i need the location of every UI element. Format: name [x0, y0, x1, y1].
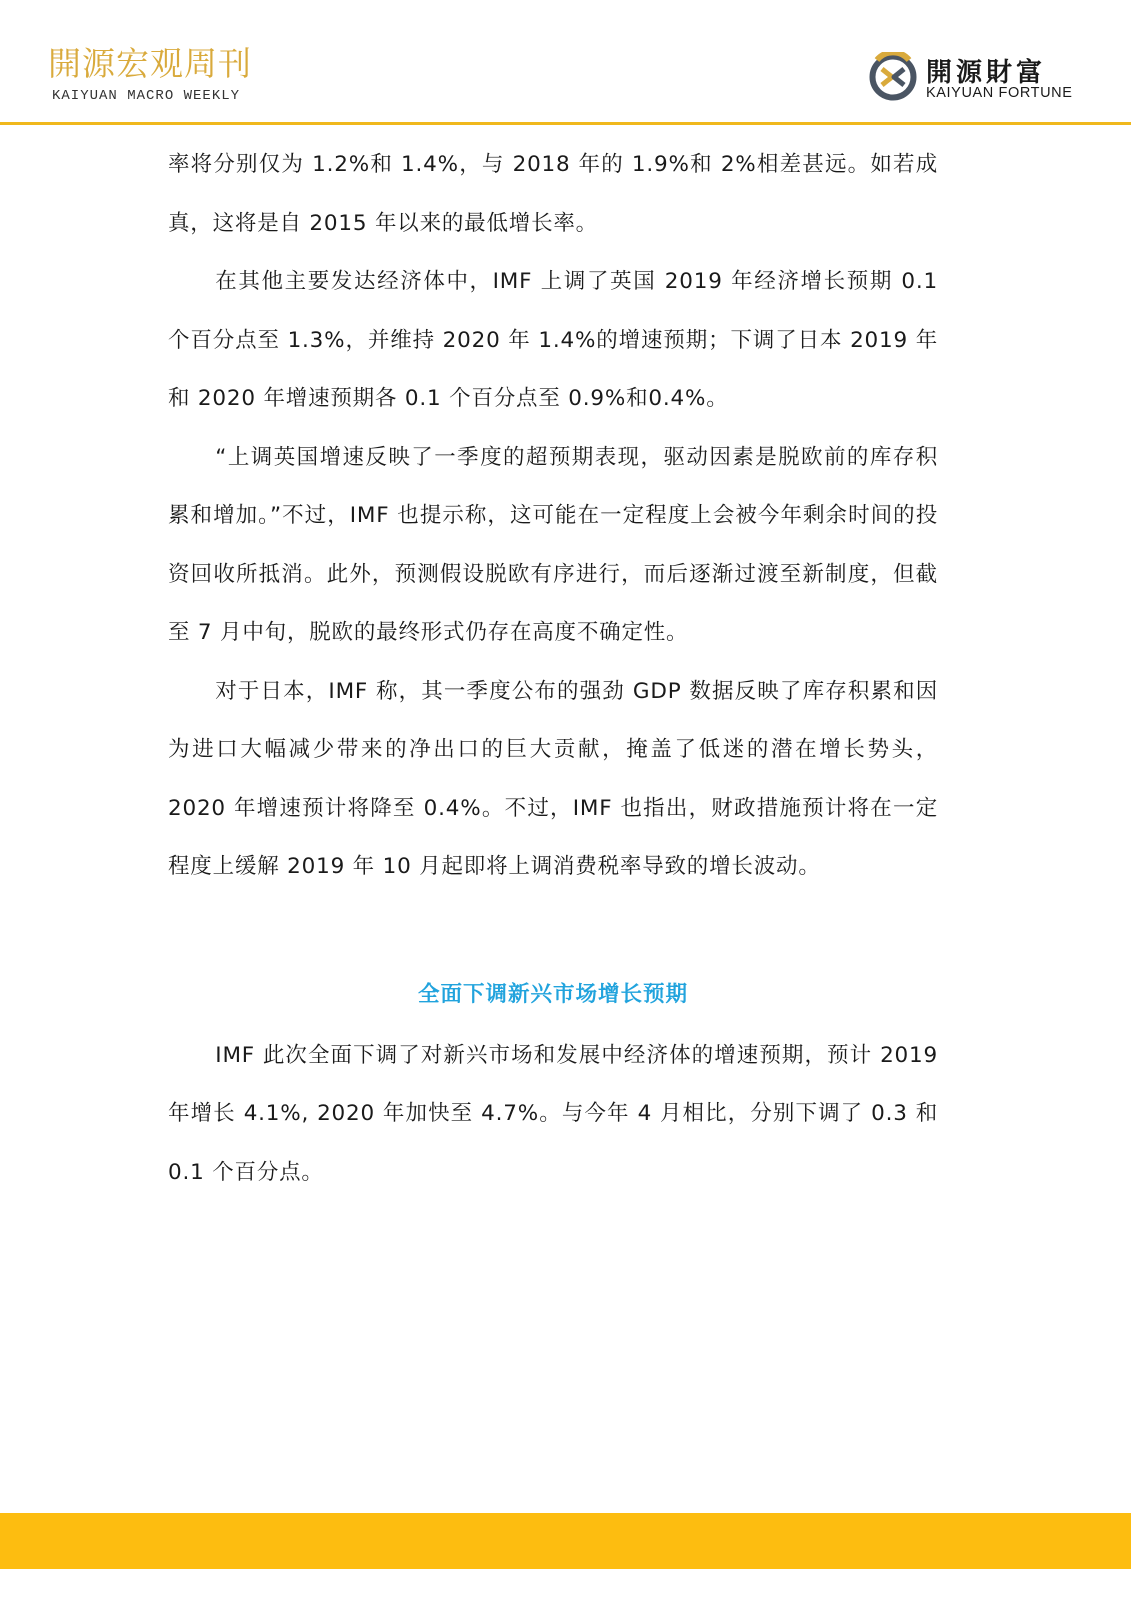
- paragraph-1: 率将分别仅为 1.2%和 1.4%，与 2018 年的 1.9%和 2%相差甚远。如若成真，这将是自 2015 年以来的最低增长率。: [168, 152, 938, 236]
- paragraph-4: 对于日本，IMF 称，其一季度公布的强劲 GDP 数据反映了库存积累和因为进口大幅减少带来的净出口的巨大贡献，掩盖了低迷的潜在增长势头，2020 年增速预计将降至 0.4%。不过，IMF 也指出，财政措施预计将在一定程度上缓解 2019 年 10 月起即将上调消费税率导致的增长波动。: [168, 678, 938, 879]
- kaiyuan-logo-icon: [868, 52, 918, 102]
- article-body: [168, 136, 938, 1202]
- page-header: [0, 0, 1131, 126]
- header-divider: [0, 122, 1131, 125]
- publication-title: 開源宏观周刊: [48, 44, 252, 83]
- logo-text-en: KAIYUAN FORTUNE: [926, 85, 1073, 101]
- paragraph-2: 在其他主要发达经济体中，IMF 上调了英国 2019 年经济增长预期 0.1 个百分点至 1.3%，并维持 2020 年 1.4%的增速预期；下调了日本 2019 年和 2020 年增速预期各 0.1 个百分点至 0.9%和0.4%。: [168, 269, 938, 411]
- publication-subtitle: KAIYUAN MACRO WEEKLY: [52, 88, 241, 104]
- paragraph-3: “上调英国增速反映了一季度的超预期表现，驱动因素是脱欧前的库存积累和增加。”不过，IMF 也提示称，这可能在一定程度上会被今年剩余时间的投资回收所抵消。此外，预测假设脱欧有序进行，而后逐渐过渡至新制度，但截至 7 月中旬，脱欧的最终形式仍存在高度不确定性。: [168, 444, 938, 645]
- paragraph-5: IMF 此次全面下调了对新兴市场和发展中经济体的增速预期，预计 2019 年增长 4.1%, 2020 年加快至 4.7%。与今年 4 月相比，分别下调了 0.3 和 0.1 个百分点。: [168, 1042, 938, 1185]
- footer-bar: [0, 1513, 1131, 1569]
- section-heading: 全面下调新兴市场增长预期: [417, 981, 688, 1007]
- logo-text-cn: 開源財富: [926, 58, 1047, 88]
- company-logo: [868, 52, 1073, 104]
